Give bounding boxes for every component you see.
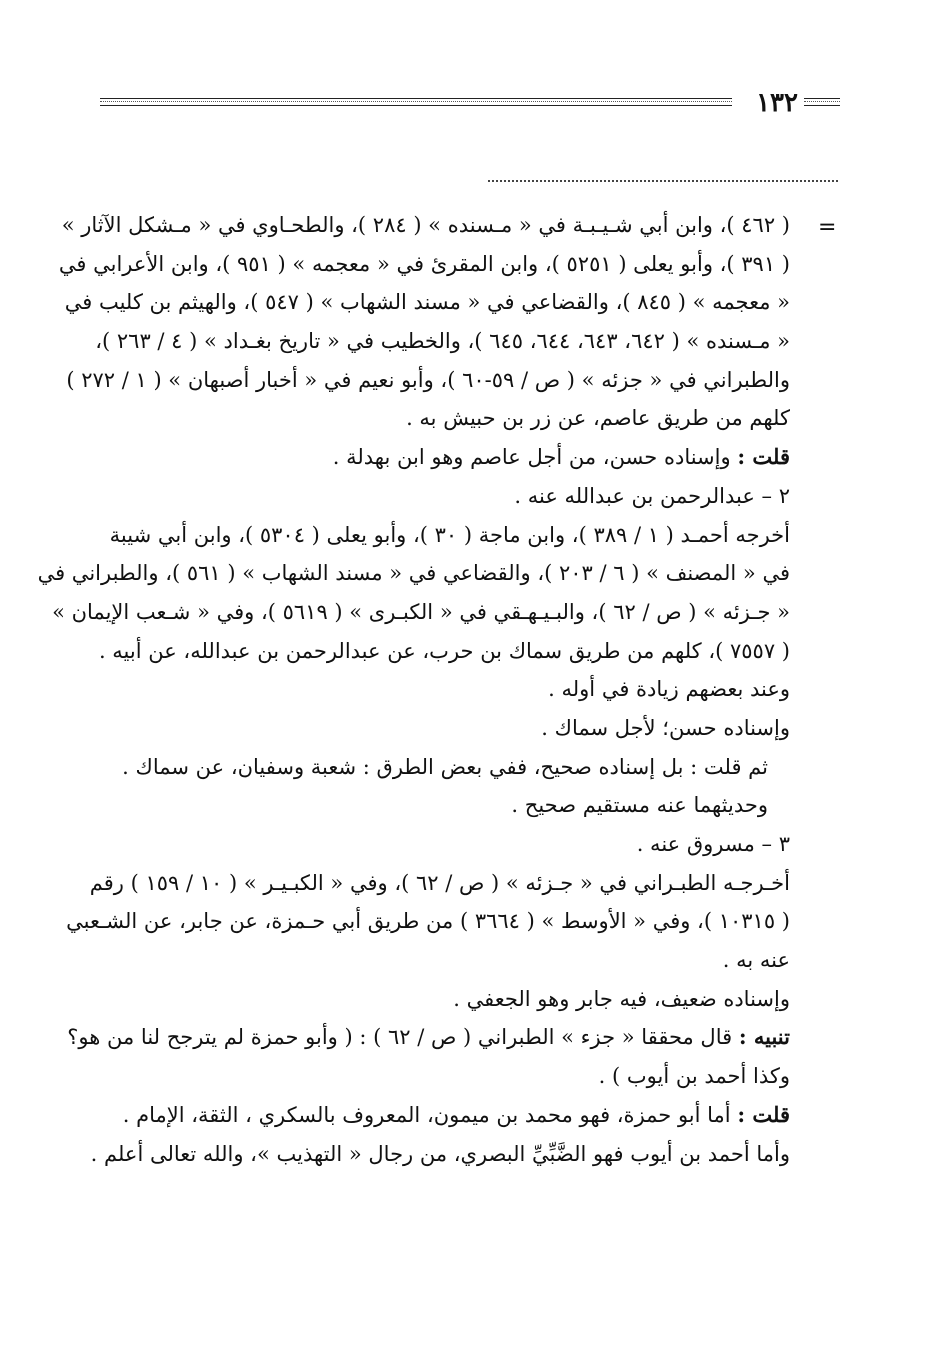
page-header [100, 88, 840, 118]
line-lead-label: قلت : [737, 1101, 790, 1127]
continuation-marker: = [818, 215, 837, 240]
line-text: وكذا أحمد بن أيوب ) . [598, 1064, 790, 1089]
line-lead-label: قلت : [737, 444, 790, 470]
text-line [110, 980, 790, 1019]
line-text: وعند بعضهم زيادة في أوله . [548, 677, 790, 702]
line-text: أخرجه أحمـد ( ١ / ٣٨٩ )، وابن ماجة ( ٣٠ )، وأبو يعلى ( ٥٣٠٤ )، وابن أبي شيبة [109, 522, 790, 547]
line-text: والطبراني في « جزئه » ( ص / ٥٩-٦٠ )، وأبو نعيم في « أخبار أصبهان » ( ١ / ٢٧٢ ) [66, 367, 790, 392]
text-line [64, 283, 790, 322]
text-line [95, 322, 790, 361]
line-text: ( ٣٩١ )، وأبو يعلى ( ٥٢٥١ )، وابن المقرئ في « معجمه » ( ٩٥١ )، وابن الأعرابي في [58, 251, 790, 276]
text-line [89, 864, 790, 903]
footnote-separator [488, 180, 838, 182]
line-text: ( ١٠٣١٥ )، وفي « الأوسط » ( ٣٦٦٤ ) من طريق أبي حـمزة، عن جابر، عن الشـعبي [66, 909, 790, 934]
text-line [61, 206, 790, 245]
line-text: « مـسنده » ( ٦٤٢، ٦٤٣، ٦٤٤، ٦٤٥ )، والخطيب في « تاريخ بغـداد » ( ٤ / ٢٦٣ )، [95, 329, 790, 354]
text-line [66, 361, 790, 400]
line-text: في « المصنف » ( ٦ / ٢٠٣ )، والقضاعي في « مسند الشهاب » ( ٥٦١ )، والطبراني في [37, 561, 790, 586]
text-line [67, 1018, 790, 1057]
line-text: ثم قلت : بل إسناده صحيح، ففي بعض الطرق : شعبة وسفيان، عن سماك . [122, 754, 768, 779]
text-line [110, 709, 790, 748]
line-text: ( ٧٥٥٧ )، كلهم من طريق سماك بن حرب، عن عبدالرحمن بن عبدالله، عن أبيه . [98, 638, 790, 663]
line-text: ( ٤٦٢ )، وابن أبي شـيـبـة في « مـسنده » ( ٢٨٤ )، والطحـاوي في « مـشكل الآثار » [61, 213, 790, 237]
text-line [110, 941, 790, 980]
line-text: وإسناده حسن؛ لأجل سماك . [541, 715, 790, 740]
line-text: ٢ – عبدالرحمن بن عبدالله عنه . [514, 483, 790, 508]
page-number: ١٣٢ [756, 88, 798, 118]
text-line [110, 1057, 790, 1096]
text-line [110, 399, 790, 438]
header-rule-right [804, 98, 840, 106]
line-text: أخـرجـه الطبـراني في « جـزئه » ( ص / ٦٢ )، وفي « الكبـيـر » ( ١٠ / ١٥٩ ) رقم [89, 870, 790, 895]
line-text: وإسناده حسن، من أجل عاصم وهو ابن بهدلة . [332, 445, 738, 470]
line-text: أما أبو حمزة، فهو محمد بن ميمون، المعروف بالسكري ، الثقة، الإمام . [122, 1102, 738, 1127]
line-text: « جـزئه » ( ص / ٦٢ )، والبـيـهـقي في « الكبـرى » ( ٥٦١٩ )، وفي « شـعب الإيمان » [52, 599, 790, 624]
text-line [90, 1135, 790, 1174]
line-text: كلهم من طريق عاصم، عن زر بن حبيش به . [406, 406, 790, 431]
line-text: وأما أحمد بن أيوب فهو الضَّبِّيِّ البصري، من رجال « التهذيب »، والله تعالى أعلم . [90, 1141, 790, 1166]
text-line [110, 825, 790, 864]
text-line [110, 670, 790, 709]
text-line [110, 516, 790, 555]
header-rule-left [100, 98, 732, 106]
text-line [110, 477, 790, 516]
line-text: « معجمه » ( ٨٤٥ )، والقضاعي في « مسند الشهاب » ( ٥٤٧ )، والهيثم بن كليب في [64, 290, 790, 315]
footnote-body [37, 206, 790, 1173]
line-lead-label: تنبيه : [738, 1024, 790, 1050]
text-line [110, 1096, 790, 1135]
line-text: وحديثهما عنه مستقيم صحيح . [511, 793, 768, 818]
text-line [98, 632, 790, 671]
text-line [52, 593, 790, 632]
text-line [110, 438, 790, 477]
line-text: ٣ – مسروق عنه . [636, 832, 790, 856]
text-line [110, 748, 790, 787]
line-text: عنه به . [722, 948, 790, 973]
text-line [66, 902, 790, 941]
text-line [110, 786, 790, 825]
line-text: وإسناده ضعيف، فيه جابر وهو الجعفي . [453, 986, 790, 1011]
text-line [58, 245, 790, 284]
text-line [37, 554, 790, 593]
line-text: قال محققا « جزء » الطبراني ( ص / ٦٢ ) : ( وأبو حمزة لم يترجح لنا من هو؟ [67, 1025, 739, 1050]
